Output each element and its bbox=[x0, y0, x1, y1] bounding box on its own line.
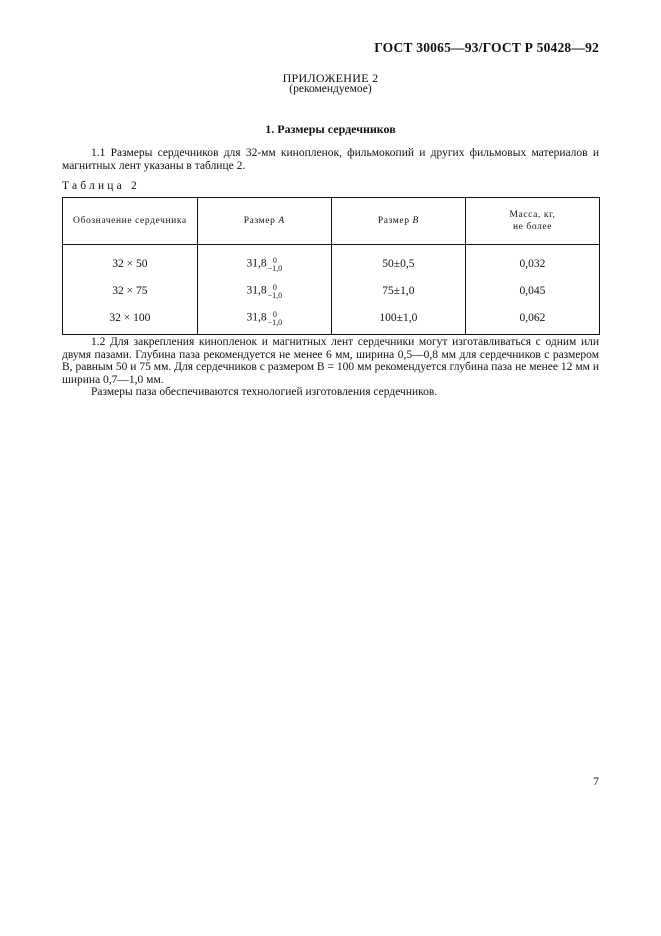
table-caption: Таблица 2 bbox=[62, 180, 140, 192]
header-mass-line2: не более bbox=[512, 222, 553, 232]
cell-designation: 32 × 100 bbox=[63, 304, 198, 335]
header-mass bbox=[465, 198, 599, 245]
size-a-tolerance bbox=[268, 257, 283, 273]
size-a-tolerance bbox=[268, 284, 283, 300]
appendix-subtitle: (рекомендуемое) bbox=[289, 83, 372, 95]
size-a-nominal: 31,8 bbox=[246, 311, 267, 324]
size-a-nominal: 31,8 bbox=[246, 284, 267, 297]
paragraph-1-2-text: 1.2 Для закрепления кинопленок и магнитных лент сердечники могут изготавливаться с одним или двумя пазами. Глубина паза рекомендуется не менее 6 мм, ширина 0,5—0,8 мм для сердечников с размером B, равным 50 и 75 мм. Для сердечников с размером B = 100 мм рекомендуется глубина паза не менее 12 мм и ширина 0,7—1,0 мм. bbox=[62, 336, 599, 386]
cell-size-b: 75±1,0 bbox=[331, 277, 465, 304]
tolerance-upper: 0 bbox=[272, 282, 277, 292]
table-row bbox=[63, 304, 600, 335]
standard-header: ГОСТ 30065—93/ГОСТ Р 50428—92 bbox=[374, 40, 599, 55]
cell-mass: 0,032 bbox=[465, 245, 599, 278]
header-mass-line1: Масса, кг, bbox=[509, 210, 556, 220]
header-size-b bbox=[331, 198, 465, 245]
header-size-a bbox=[197, 198, 331, 245]
table-row bbox=[63, 245, 600, 278]
page-number: 7 bbox=[593, 774, 599, 788]
cell-size-b: 100±1,0 bbox=[331, 304, 465, 335]
cell-size-a bbox=[197, 304, 331, 335]
cell-designation: 32 × 75 bbox=[63, 277, 198, 304]
paragraph-1-1-text: 1.1 Размеры сердечников для 32-мм кинопленок, фильмокопий и других фильмовых материалов и магнитных лент указаны в таблице 2. bbox=[62, 147, 599, 172]
header-size-a-label: Размер A bbox=[243, 216, 285, 226]
table-row bbox=[63, 277, 600, 304]
cell-designation: 32 × 50 bbox=[63, 245, 198, 278]
core-dimensions-table bbox=[62, 197, 600, 335]
table-header-row bbox=[63, 198, 600, 245]
tolerance-lower: −1,0 bbox=[267, 290, 283, 300]
paragraph-1-2 bbox=[62, 336, 599, 399]
paragraph-1-1 bbox=[62, 147, 599, 172]
cell-mass: 0,062 bbox=[465, 304, 599, 335]
size-a-nominal: 31,8 bbox=[246, 257, 267, 270]
tolerance-upper: 0 bbox=[272, 255, 277, 265]
cell-size-b: 50±0,5 bbox=[331, 245, 465, 278]
section-title: 1. Размеры сердечников bbox=[265, 122, 396, 136]
paragraph-1-2-note: Размеры паза обеспечиваются технологией изготовления сердечников. bbox=[91, 386, 438, 398]
tolerance-upper: 0 bbox=[272, 309, 277, 319]
cell-mass: 0,045 bbox=[465, 277, 599, 304]
tolerance-lower: −1,0 bbox=[267, 263, 283, 273]
size-a-tolerance bbox=[268, 311, 283, 327]
cell-size-a bbox=[197, 277, 331, 304]
header-designation: Обозначение сердечника bbox=[63, 198, 198, 245]
appendix-title: ПРИЛОЖЕНИЕ 2 bbox=[282, 71, 379, 85]
header-size-b-label: Размер B bbox=[377, 216, 419, 226]
cell-size-a bbox=[197, 245, 331, 278]
tolerance-lower: −1,0 bbox=[267, 317, 283, 327]
